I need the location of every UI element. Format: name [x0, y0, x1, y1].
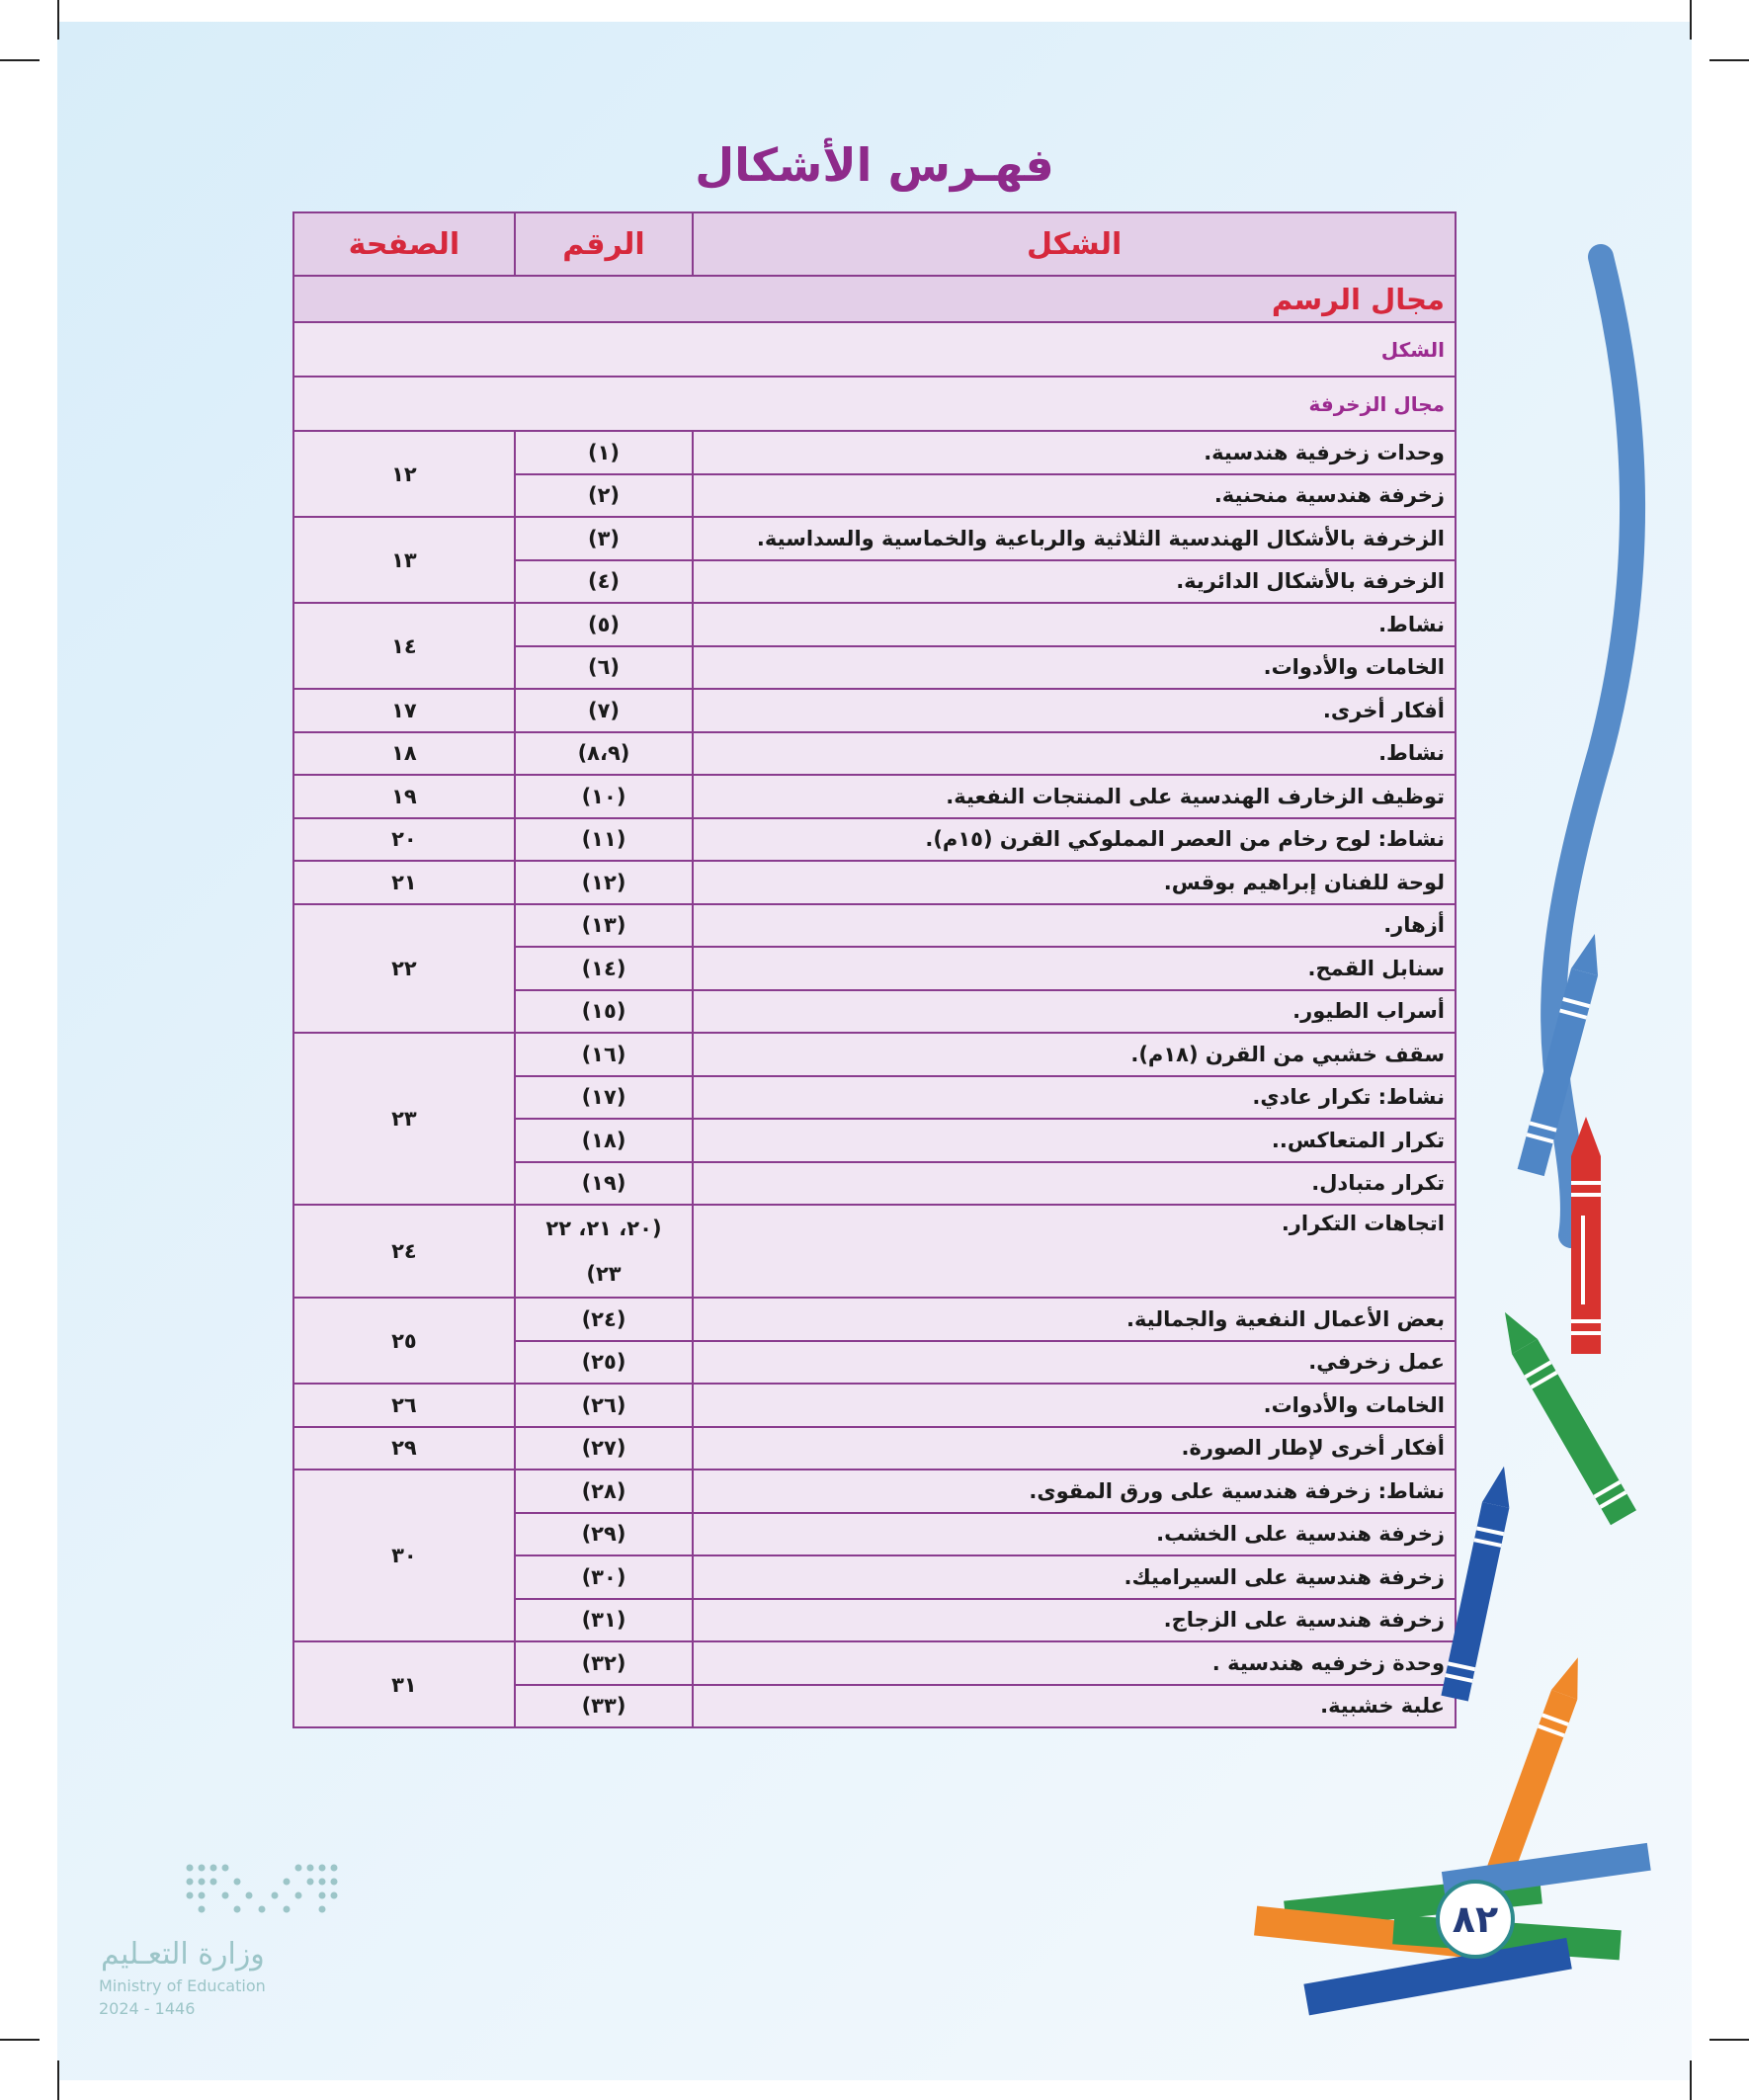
figure-number: (٢٩): [515, 1513, 693, 1556]
crayons-illustration: [1245, 237, 1660, 2016]
page-reference: ١٢: [293, 431, 515, 517]
ministry-logo-mark-icon: [180, 1858, 348, 1917]
figure-number: (٣): [515, 517, 693, 560]
darkblue-crayon: [1441, 1464, 1517, 1702]
figure-number: (١٥): [515, 990, 693, 1034]
figure-number: (١٣): [515, 904, 693, 948]
figure-title: عمل زخرفي.: [693, 1341, 1456, 1385]
figure-number: (١٦): [515, 1033, 693, 1076]
edition-year: 2024 - 1446: [99, 1999, 196, 2018]
figure-title: نشاط.: [693, 732, 1456, 776]
figure-number: (١٢): [515, 861, 693, 904]
ministry-name-english: Ministry of Education: [99, 1976, 266, 1995]
figure-title: نشاط: لوح رخام من العصر المملوكي القرن (١٥م).: [693, 818, 1456, 862]
figure-title: زخرفة هندسية على الزجاج.: [693, 1599, 1456, 1642]
section-title: مجال الرسم: [293, 276, 1456, 322]
page-title: فهـرس الأشكال: [695, 138, 1054, 192]
figure-title: سقف خشبي من القرن (١٨م).: [693, 1033, 1456, 1076]
figure-number: (٧): [515, 689, 693, 732]
figure-number: (٢): [515, 474, 693, 518]
page-reference: ١٤: [293, 603, 515, 689]
figure-number: (٣٣): [515, 1685, 693, 1728]
figure-number: [515, 1205, 693, 1298]
figure-title: أفكار أخرى لإطار الصورة.: [693, 1427, 1456, 1470]
figure-title: علبة خشبية.: [693, 1685, 1456, 1728]
page-reference: ٢٩: [293, 1427, 515, 1470]
figure-number: (١): [515, 431, 693, 474]
page-reference: ٣٠: [293, 1470, 515, 1641]
figure-number: (٢٧): [515, 1427, 693, 1470]
page-reference: ٢١: [293, 861, 515, 904]
page-reference: ٣١: [293, 1641, 515, 1727]
figure-title: بعض الأعمال النفعية والجمالية.: [693, 1298, 1456, 1341]
figure-number: (٨،٩): [515, 732, 693, 776]
figure-title: زخرفة هندسية على السيراميك.: [693, 1555, 1456, 1599]
subsection-title: الشكل: [293, 322, 1456, 377]
figure-title: تكرار المتعاكس..: [693, 1119, 1456, 1162]
figure-number: (١٠): [515, 775, 693, 818]
crop-mark: [1690, 2060, 1692, 2100]
figure-title: نشاط: تكرار عادي.: [693, 1076, 1456, 1120]
figure-title: تكرار متبادل.: [693, 1162, 1456, 1206]
crop-mark: [0, 2039, 40, 2041]
figure-title: اتجاهات التكرار.: [693, 1205, 1456, 1298]
header-number: الرقم: [515, 212, 693, 276]
figure-number: (٤): [515, 560, 693, 604]
page-reference: ٢٤: [293, 1205, 515, 1298]
figure-title: نشاط: زخرفة هندسية على ورق المقوى.: [693, 1470, 1456, 1513]
figure-number: (٢٤): [515, 1298, 693, 1341]
header-page: الصفحة: [293, 212, 515, 276]
figure-number: (٢٦): [515, 1384, 693, 1427]
page-reference: ٢٦: [293, 1384, 515, 1427]
figure-number: (٣٠): [515, 1555, 693, 1599]
figure-number: (٢٨): [515, 1470, 693, 1513]
figure-title: الخامات والأدوات.: [693, 1384, 1456, 1427]
figure-number-line: ٢٣): [586, 1262, 622, 1286]
figure-title: وحدات زخرفية هندسية.: [693, 431, 1456, 474]
crop-mark: [1709, 2039, 1749, 2041]
figure-title: أسراب الطيور.: [693, 990, 1456, 1034]
figure-title: الخامات والأدوات.: [693, 646, 1456, 690]
figure-title: أزهار.: [693, 904, 1456, 948]
page-reference: ١٧: [293, 689, 515, 732]
crop-mark: [1709, 59, 1749, 61]
page-number: ٨٢: [1436, 1880, 1515, 1959]
red-crayon: [1571, 1117, 1601, 1354]
subsection-title: مجال الزخرفة: [293, 377, 1456, 431]
figure-number: (١٨): [515, 1119, 693, 1162]
figure-number: (١٧): [515, 1076, 693, 1120]
crop-mark: [57, 0, 59, 40]
figure-number: (١٤): [515, 947, 693, 990]
crop-mark: [0, 59, 40, 61]
figure-title: الزخرفة بالأشكال الهندسية الثلاثية والرباعية والخماسية والسداسية.: [693, 517, 1456, 560]
figure-number-line: (٢٠، ٢١، ٢٢: [545, 1217, 662, 1240]
figure-title: توظيف الزخارف الهندسية على المنتجات النفعية.: [693, 775, 1456, 818]
page-reference: ٢٣: [293, 1033, 515, 1205]
figure-title: وحدة زخرفيه هندسية .: [693, 1641, 1456, 1685]
figure-number: (٦): [515, 646, 693, 690]
crop-mark: [57, 2060, 59, 2100]
page-reference: ١٩: [293, 775, 515, 818]
figure-number: (٣١): [515, 1599, 693, 1642]
figure-title: سنابل القمح.: [693, 947, 1456, 990]
figure-number: (٢٥): [515, 1341, 693, 1385]
figure-title: الزخرفة بالأشكال الدائرية.: [693, 560, 1456, 604]
figure-title: أفكار أخرى.: [693, 689, 1456, 732]
page-reference: ٢٢: [293, 904, 515, 1034]
figure-number: (٥): [515, 603, 693, 646]
page-reference: ١٣: [293, 517, 515, 603]
figure-number: (٣٢): [515, 1641, 693, 1685]
crop-mark: [1690, 0, 1692, 40]
ministry-name-arabic: وزارة التعـليم: [101, 1937, 265, 1972]
header-shape: الشكل: [693, 212, 1456, 276]
page-reference: ٢٥: [293, 1298, 515, 1384]
figure-title: لوحة للفنان إبراهيم بوقس.: [693, 861, 1456, 904]
figure-number: (١٩): [515, 1162, 693, 1206]
figure-title: نشاط.: [693, 603, 1456, 646]
figure-number: (١١): [515, 818, 693, 862]
page-reference: ١٨: [293, 732, 515, 776]
figure-title: زخرفة هندسية على الخشب.: [693, 1513, 1456, 1556]
page-reference: ٢٠: [293, 818, 515, 862]
green-crayon: [1492, 1304, 1636, 1525]
figure-title: زخرفة هندسية منحنية.: [693, 474, 1456, 518]
